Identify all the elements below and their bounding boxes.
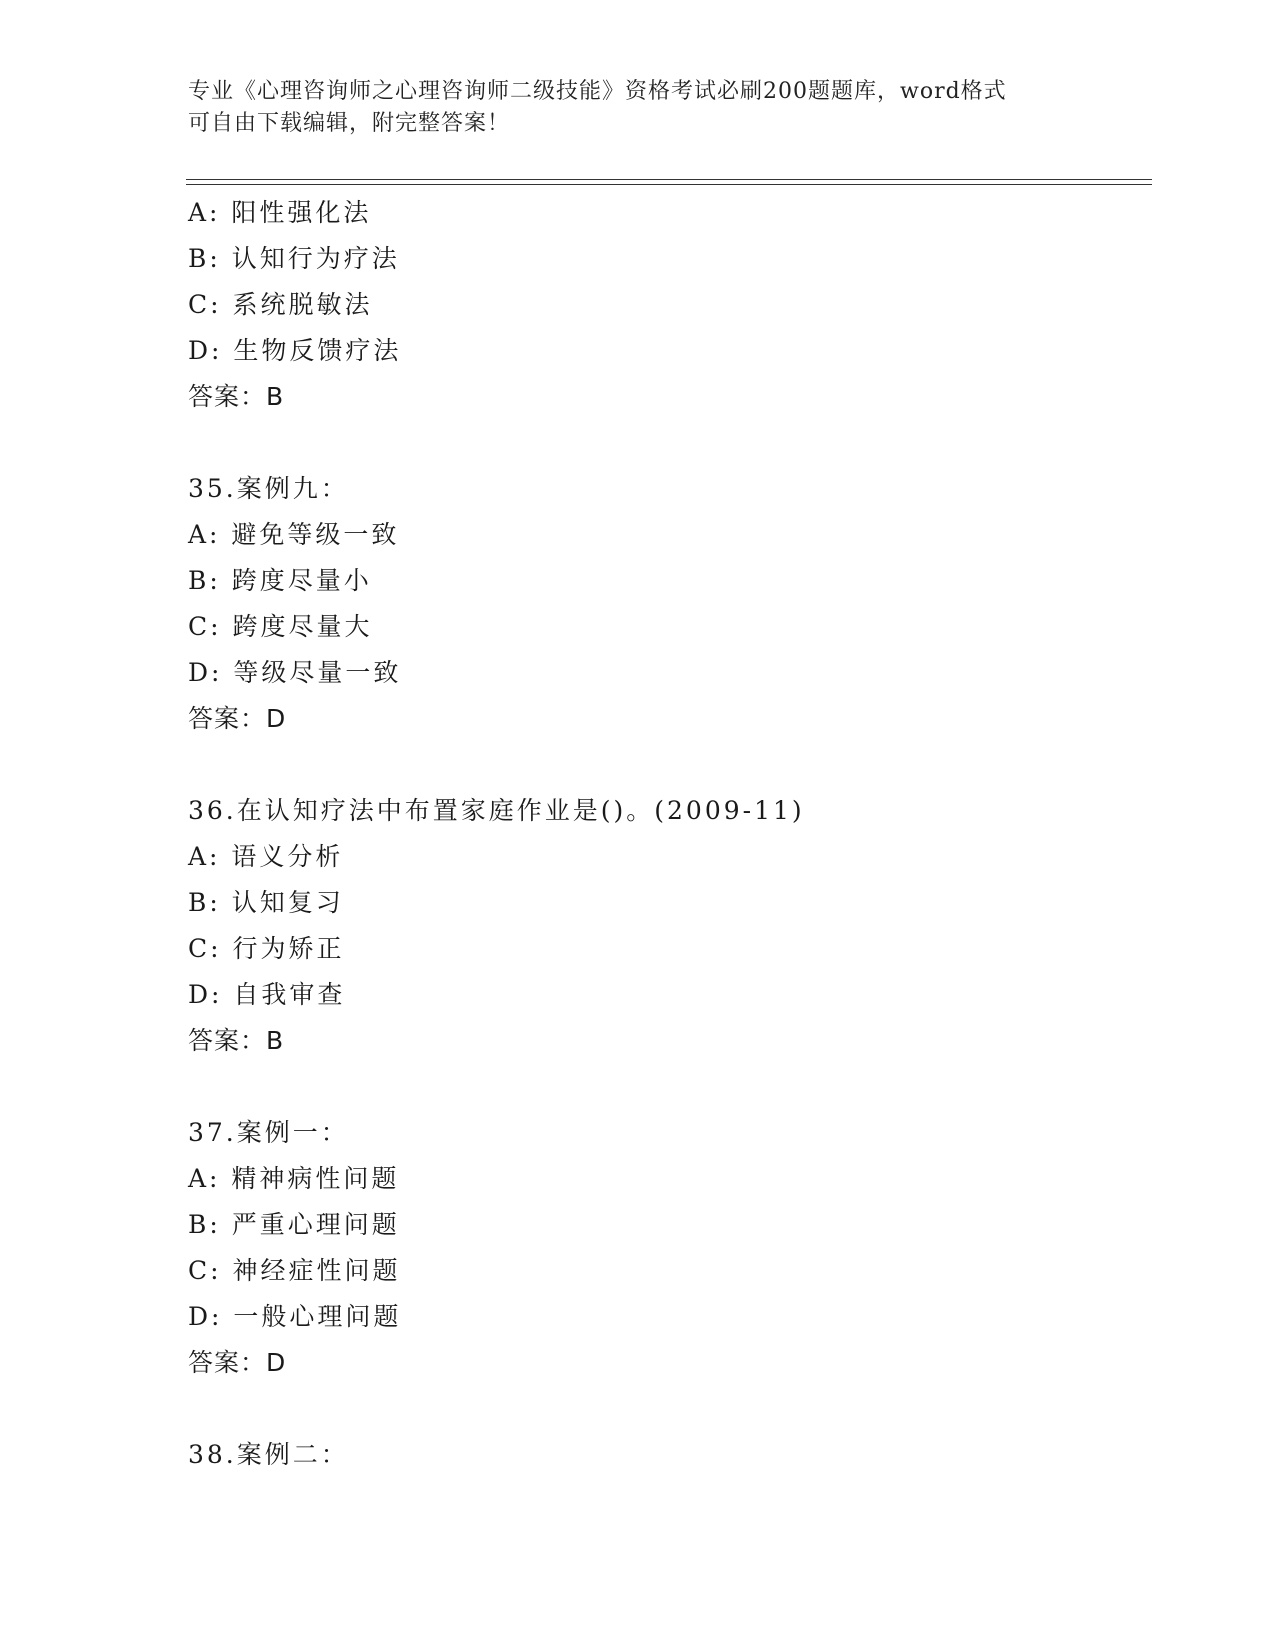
- option-a: A: 避免等级一致: [188, 520, 400, 549]
- option-c: C: 神经症性问题: [188, 1256, 401, 1285]
- question-block-36: [188, 788, 1138, 1064]
- answer-line: 答案：B: [188, 382, 285, 411]
- header-title-line-1: 专业《心理咨询师之心理咨询师二级技能》资格考试必刷200题题库，word格式: [188, 79, 1007, 104]
- option-b: B: 认知行为疗法: [188, 244, 400, 273]
- question-block-37: [188, 1110, 1138, 1386]
- option-a: A: 阳性强化法: [188, 198, 372, 227]
- question-block-38: [188, 1432, 1138, 1478]
- option-a: A: 语义分析: [188, 842, 344, 871]
- spacer: [188, 742, 1138, 788]
- question-block-35: [188, 466, 1138, 742]
- option-c: C: 系统脱敏法: [188, 290, 373, 319]
- question-list: [188, 190, 1138, 1478]
- document-header: [188, 76, 1088, 140]
- option-d: D: 自我审查: [188, 980, 346, 1009]
- answer-line: 答案：D: [188, 704, 287, 733]
- option-d: D: 一般心理问题: [188, 1302, 402, 1331]
- option-b: B: 认知复习: [188, 888, 344, 917]
- spacer: [188, 1386, 1138, 1432]
- question-block-partial: [188, 190, 1138, 420]
- header-divider-bottom: [186, 184, 1152, 185]
- question-stem: 38.案例二：: [188, 1440, 349, 1469]
- option-b: B: 严重心理问题: [188, 1210, 400, 1239]
- spacer: [188, 1064, 1138, 1110]
- option-d: D: 生物反馈疗法: [188, 336, 402, 365]
- question-stem: 35.案例九：: [188, 474, 349, 503]
- option-b: B: 跨度尽量小: [188, 566, 372, 595]
- option-d: D: 等级尽量一致: [188, 658, 402, 687]
- question-stem: 36.在认知疗法中布置家庭作业是()。(2009-11): [188, 796, 805, 825]
- option-a: A: 精神病性问题: [188, 1164, 400, 1193]
- header-title-line-2: 可自由下载编辑，附完整答案！: [188, 111, 511, 136]
- question-stem: 37.案例一：: [188, 1118, 349, 1147]
- answer-line: 答案：D: [188, 1348, 287, 1377]
- answer-line: 答案：B: [188, 1026, 285, 1055]
- header-divider-top: [186, 179, 1152, 180]
- option-c: C: 行为矫正: [188, 934, 345, 963]
- spacer: [188, 420, 1138, 466]
- option-c: C: 跨度尽量大: [188, 612, 373, 641]
